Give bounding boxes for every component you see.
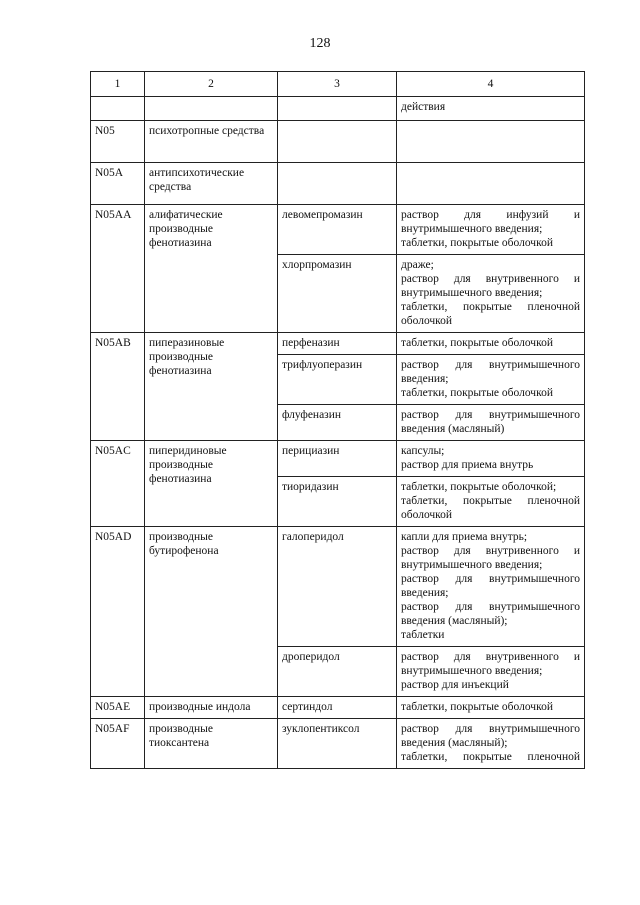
table-header-row (91, 72, 585, 97)
atc-code: N05AB (91, 333, 145, 441)
atc-code: N05 (91, 121, 145, 163)
drug-name: перициазин (278, 441, 397, 477)
atc-group: пиперазиновые производные фенотиазина (145, 333, 278, 441)
drug-name: флуфеназин (278, 405, 397, 441)
drug-name: тиоридазин (278, 477, 397, 527)
dosage-form-cell: раствор для внутримышечного введения (масляный) (397, 405, 585, 441)
table-row (91, 333, 585, 355)
table-row (91, 121, 585, 163)
atc-code: N05AF (91, 719, 145, 769)
atc-group: производные тиоксантена (145, 719, 278, 769)
dosage-form-cell: действия (397, 97, 585, 121)
table-row (91, 205, 585, 255)
atc-group: производные бутирофенона (145, 527, 278, 697)
atc-code: N05AE (91, 697, 145, 719)
drug-name: хлорпромазин (278, 255, 397, 333)
drug-name: зуклопентиксол (278, 719, 397, 769)
drug-name: трифлуоперазин (278, 355, 397, 405)
atc-group: производные индола (145, 697, 278, 719)
drug-name: сертиндол (278, 697, 397, 719)
drug-name: галоперидол (278, 527, 397, 647)
drug-name: перфеназин (278, 333, 397, 355)
table-row (91, 697, 585, 719)
dosage-form-cell: капсулы; раствор для приема внутрь (397, 441, 585, 477)
dosage-form-cell: таблетки, покрытые оболочкой; таблетки, покрытые пленочной оболочкой (397, 477, 585, 527)
dosage-form-cell: раствор для инфузий и внутримышечного введения; таблетки, покрытые оболочкой (397, 205, 585, 255)
table-row (91, 97, 585, 121)
table-row (91, 163, 585, 205)
dosage-form-cell: таблетки, покрытые оболочкой (397, 333, 585, 355)
drug-table (90, 71, 585, 769)
table-row (91, 527, 585, 647)
atc-group: алифатические производные фенотиазина (145, 205, 278, 333)
atc-group: антипсихотические средства (145, 163, 278, 205)
dosage-form-cell: раствор для внутривенного и внутримышечного введения; раствор для инъекций (397, 647, 585, 697)
table-row (91, 441, 585, 477)
atc-code: N05AC (91, 441, 145, 527)
atc-group: пиперидиновые производные фенотиазина (145, 441, 278, 527)
column-header: 1 (91, 72, 145, 97)
page-number: 128 (309, 36, 331, 51)
drug-name: дроперидол (278, 647, 397, 697)
dosage-form-cell: драже; раствор для внутривенного и внутримышечного введения; таблетки, покрытые пленочной оболочкой (397, 255, 585, 333)
column-header: 4 (397, 72, 585, 97)
atc-code: N05AA (91, 205, 145, 333)
drug-name: левомепромазин (278, 205, 397, 255)
dosage-form-cell: таблетки, покрытые оболочкой (397, 697, 585, 719)
table-row (91, 719, 585, 769)
dosage-form-cell: капли для приема внутрь; раствор для внутривенного и внутримышечного введения; раствор для внутримышечного введения; раствор для внутримышечного введения (масляный); таблетки (397, 527, 585, 647)
atc-group: психотропные средства (145, 121, 278, 163)
dosage-form-cell: раствор для внутримышечного введения; таблетки, покрытые оболочкой (397, 355, 585, 405)
dosage-form-cell: раствор для внутримышечного введения (масляный); таблетки, покрытые пленочной (397, 719, 585, 769)
atc-code: N05A (91, 163, 145, 205)
atc-code: N05AD (91, 527, 145, 697)
column-header: 2 (145, 72, 278, 97)
column-header: 3 (278, 72, 397, 97)
